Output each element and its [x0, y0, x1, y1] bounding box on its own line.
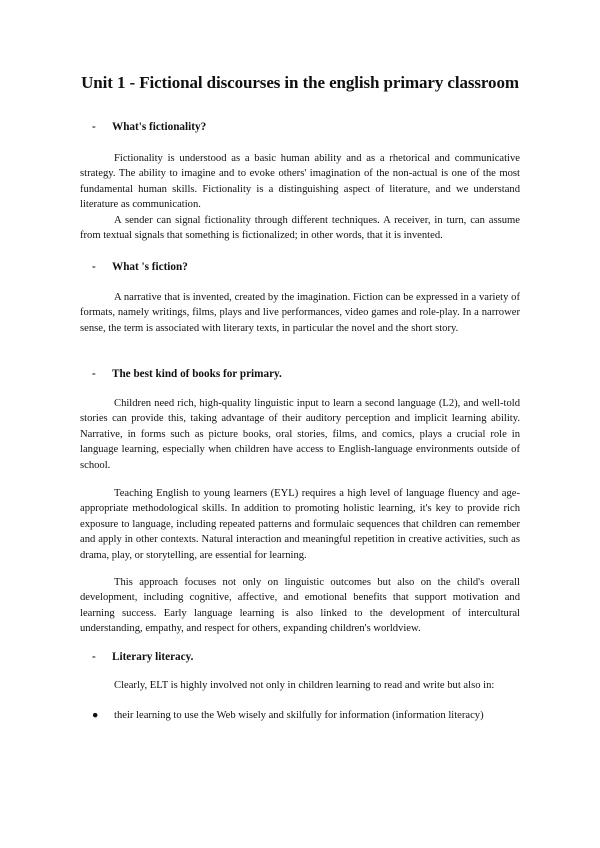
- paragraph: This approach focuses not only on linguistic outcomes but also on the child's overall development, including cognitive, affective, and emotional benefits that support motivation and learning success. Early language learning is also linked to the development of intercultural understanding, empathy, and respect for others, expanding children's worldview.: [80, 577, 520, 635]
- bullet-icon: ●: [92, 710, 99, 721]
- dash-marker: -: [92, 368, 96, 380]
- paragraph: Fictionality is understood as a basic human ability and as a rhetorical and communicative strategy. The ability to imagine and to evoke others' imagination of the non-actual is one of the most fundamental human skills. Fictionality is a distinguishing aspect of literature, and we understand literature as communication.: [80, 153, 520, 211]
- paragraph: A narrative that is invented, created by the imagination. Fiction can be expressed in a variety of formats, namely writings, films, plays and live performances, video games and role-play. In a narrower sense, the term is associated with literary texts, in particular the novel and the short story.: [80, 292, 520, 334]
- paragraph: A sender can signal fictionality through different techniques. A receiver, in turn, can assume from textual signals that something is fictionalized; in other words, that it is invented.: [80, 215, 520, 242]
- heading-text: Literary literacy.: [112, 651, 194, 663]
- paragraph: Teaching English to young learners (EYL) requires a high level of language fluency and age-appropriate methodological skills. In addition to promoting holistic learning, it's key to provide rich exposure to language, including repeated patterns and formulaic sequences that children can remember and apply in other contexts. Natural interaction and meaningful repetition in creative activities, such as drama, play, or storytelling, are essential for learning.: [80, 488, 520, 561]
- heading-text: What 's fiction?: [112, 261, 188, 273]
- section-heading-fiction: [92, 261, 188, 273]
- dash-marker: -: [92, 261, 96, 273]
- paragraph: Children need rich, high-quality linguistic input to learn a second language (L2), and well-told stories can provide this, taking advantage of their auditory perception and implicit learning ability. Narrative, in forms such as picture books, oral stories, films, and comics, plays a crucial role in language learning, especially when children have access to English-language environments outside of school.: [80, 398, 520, 471]
- dash-marker: -: [92, 121, 96, 133]
- bullet-text: their learning to use the Web wisely and skilfully for information (information literacy): [114, 710, 484, 721]
- heading-text: What's fictionality?: [112, 121, 207, 133]
- paragraph: Clearly, ELT is highly involved not only in children learning to read and write but also in:: [114, 680, 495, 691]
- dash-marker: -: [92, 651, 96, 663]
- heading-text: The best kind of books for primary.: [112, 368, 282, 380]
- section-heading-literary-literacy: [92, 651, 193, 663]
- bullet-item: [92, 708, 520, 723]
- document-title: Unit 1 - Fictional discourses in the english primary classroom: [81, 73, 519, 92]
- section-heading-fictionality: [92, 121, 206, 133]
- section-heading-best-books: [92, 368, 282, 380]
